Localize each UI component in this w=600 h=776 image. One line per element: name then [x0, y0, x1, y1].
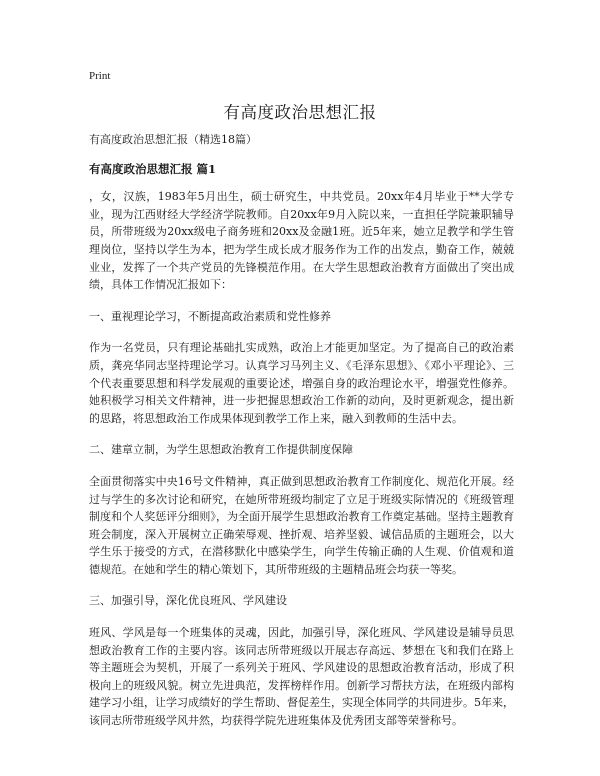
- heading-institution-building: 二、建章立制，为学生思想政治教育工作提供制度保障: [89, 443, 353, 457]
- paragraph-institution-building: 全面贯彻落实中央16号文件精神，真正做到思想政治教育工作制度化、规范化开展。经过与学生的多次讨论和研究，在她所带班级均制定了立足于班级实际情况的《班级管理制度和个人奖惩评分细则》，为全面开展学生思想政治教育工作奠定基础。坚持主题教育班会制度，深入开展树立正确荣辱观、挫折观、培养坚毅、诚信品质的主题班会，以大学生乐于接受的方式，在潜移默化中感染学生，向学生传输正确的人生观、价值观和道德规范。在她和学生的精心策划下，其所带班级的主题精品班会均获一等奖。: [89, 474, 514, 576]
- heading-theory-study: 一、重视理论学习，不断提高政治素质和党性修养: [89, 309, 331, 323]
- paragraph-theory-study: 作为一名党员，只有理论基础扎实成熟，政治上才能更加坚定。为了提高自己的政治素质，龚亮华同志坚持理论学习。认真学习马列主义、《毛泽东思想》、《邓小平理论》、三个代表重要思想和科学发展观的重要论述，增强自身的政治理论水平，增强党性修养。她积极学习相关文件精神，进一步把握思想政治工作新的动向，及时更新观念，提出新的思路，将思想政治工作成果体现到教学工作上来，融入到教师的生活中去。: [89, 341, 514, 425]
- section-title: 有高度政治思想汇报 篇1: [89, 161, 217, 176]
- print-link[interactable]: Print: [89, 70, 111, 82]
- heading-class-style: 三、加强引导，深化优良班风、学风建设: [89, 594, 287, 608]
- paragraph-intro: ，女，汉族，1983年5月出生，硕士研究生，中共党员。20xx年4月毕业于**大学专业，现为江西财经大学经济学院教师。自20xx年9月入院以来，一直担任学院兼职辅导员，所带班级为20xx级电子商务班和20xx及金融1班。近5年来，她立足教学和学生管理岗位，坚持以学生为本，把为学生成长成才服务作为工作的出发点，勤奋工作，兢兢业业，发挥了一个共产党员的先锋模范作用。在大学生思想政治教育方面做出了突出成绩，具体工作情况汇报如下：: [89, 190, 514, 292]
- document-body: [89, 131, 514, 744]
- paragraph-class-style: 班风、学风是每一个班集体的灵魂，因此，加强引导，深化班风、学风建设是辅导员思想政治教育工作的主要内容。该同志所带班级以开展志存高远、梦想在飞和我们在路上等主题班会为契机，开展了一系列关于班风、学风建设的思想政治教育活动，形成了积极向上的班级风貌。树立先进典范，发挥榜样作用。创新学习帮扶方法，在班级内部构建学习小组，让学习成绩好的学生帮助、督促差生，实现全体同学的共同进步。5年来，该同志所带班级学风井然，均获得学院先进班集体及优秀团支部等荣誉称号。: [89, 626, 514, 728]
- document-title: 有高度政治思想汇报: [223, 103, 377, 122]
- document-subtitle: 有高度政治思想汇报（精选18篇）: [89, 133, 257, 146]
